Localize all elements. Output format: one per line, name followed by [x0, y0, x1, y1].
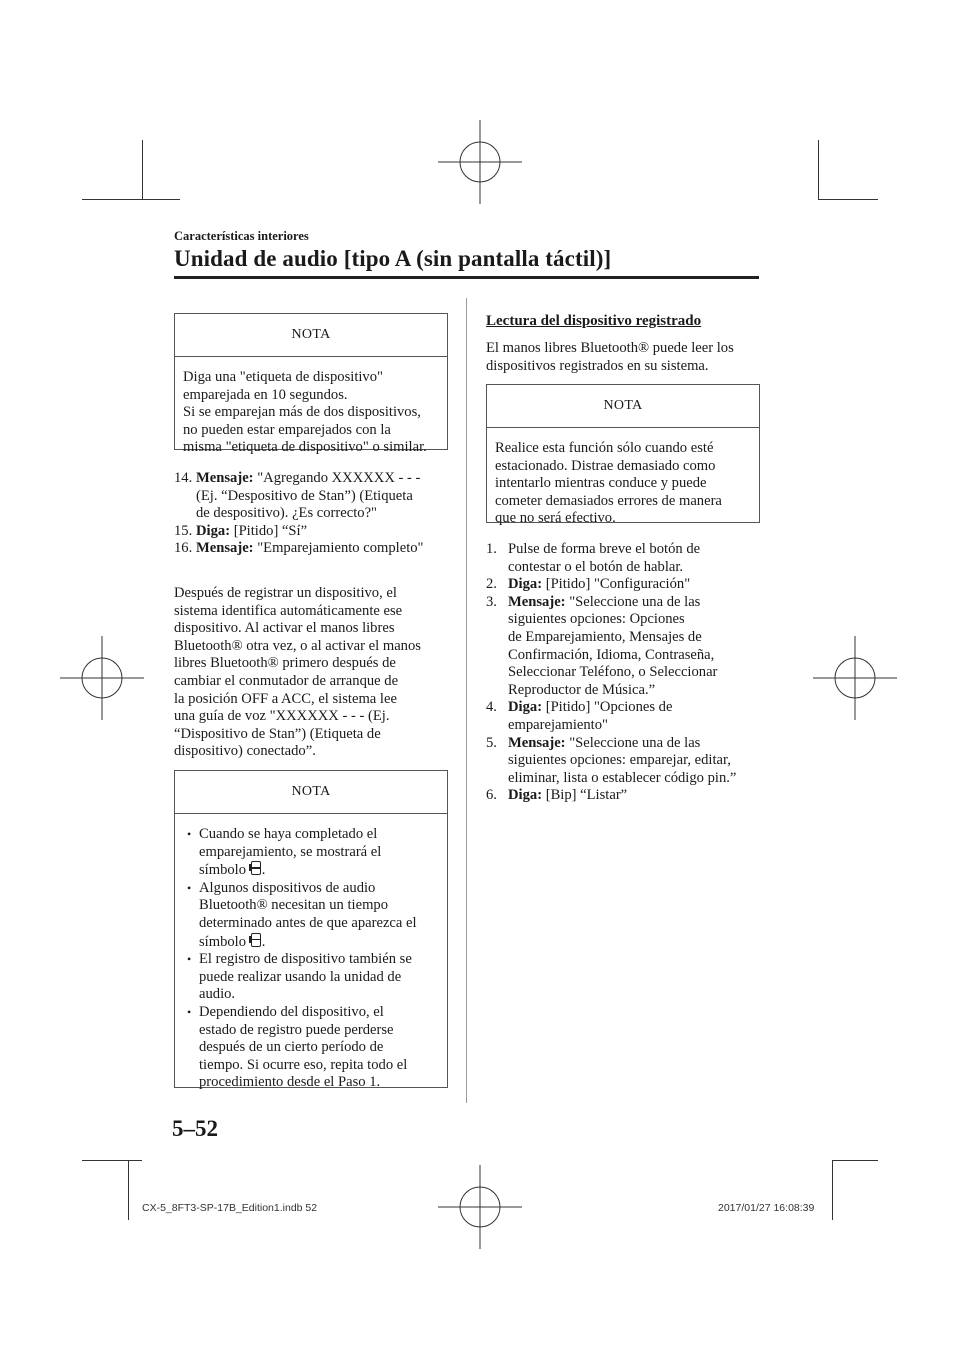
print-timestamp: 2017/01/27 16:08:39 — [718, 1202, 815, 1214]
text-line: audio. — [199, 986, 236, 1003]
crop-mark — [818, 140, 819, 200]
title-rule — [174, 276, 759, 279]
bluetooth-symbol-icon — [251, 861, 261, 875]
step-item — [486, 594, 761, 700]
crop-mark — [818, 199, 878, 200]
text-line: sistema identifica automáticamente ese — [174, 602, 403, 619]
text-line: dispositivos registrados en su sistema. — [486, 357, 709, 374]
intro-paragraph — [486, 340, 761, 375]
registration-mark-icon — [438, 1165, 522, 1249]
text-line: Bluetooth® otra vez, o al activar el manos — [174, 637, 421, 654]
text-line: procedimiento desde el Paso 1. — [199, 1074, 381, 1091]
text-line: "Agregando XXXXXX - - - — [253, 470, 421, 486]
step-label: Mensaje: — [196, 540, 254, 557]
text-line: de despositivo). ¿Es correcto?" — [196, 505, 378, 522]
step-number: 6. — [486, 787, 497, 804]
crop-mark — [128, 1160, 129, 1220]
nota-heading: NOTA — [175, 314, 447, 357]
step-item — [486, 787, 761, 805]
text-line: una guía de voz "XXXXXX - - - (Ej. — [174, 708, 390, 725]
text-line: eliminar, lista o establecer código pin.” — [508, 769, 737, 786]
text-line: después de un cierto período de — [199, 1039, 384, 1056]
step-label: Mensaje: — [508, 593, 566, 610]
step-label: Diga: — [196, 522, 231, 539]
page-number: 5–52 — [172, 1116, 218, 1141]
text-line: Bluetooth® necesitan un tiempo — [199, 897, 389, 914]
text-line: Realice esta función sólo cuando esté — [495, 440, 714, 456]
step-label: Mensaje: — [508, 734, 566, 751]
step-label: Diga: — [508, 787, 543, 804]
nota-body — [175, 357, 447, 465]
text-line: . — [261, 862, 266, 879]
nota-heading: NOTA — [487, 385, 759, 428]
text-line: siguientes opciones: emparejar, editar, — [508, 752, 731, 769]
text-line: [Pitido] “Sí” — [230, 522, 308, 539]
step-number: 15. — [174, 522, 193, 539]
nota-body — [175, 814, 447, 1100]
step-item — [486, 735, 761, 788]
bullet-item — [175, 826, 439, 880]
nota-body — [487, 428, 759, 536]
text-line: emparejamiento, se mostrará el — [199, 843, 382, 860]
text-line: . — [261, 933, 266, 950]
bullet-item — [175, 951, 439, 1004]
step-number: 16. — [174, 540, 193, 557]
text-line: El manos libres Bluetooth® puede leer los — [486, 340, 734, 356]
page-title: Unidad de audio [tipo A (sin pantalla táctil)] — [174, 246, 612, 271]
bullet-icon: • — [187, 827, 192, 841]
bullet-icon: • — [187, 952, 192, 967]
step-item — [174, 540, 464, 558]
crop-mark — [832, 1160, 833, 1220]
text-line: libres Bluetooth® primero después de — [174, 655, 396, 672]
text-line: tiempo. Si ocurre eso, repita todo el — [199, 1056, 408, 1073]
text-line: determinado antes de que aparezca el — [199, 914, 417, 931]
step-item — [486, 541, 761, 576]
text-line: [Pitido] "Opciones de — [542, 699, 673, 716]
file-name: CX-5_8FT3-SP-17B_Edition1.indb 52 — [142, 1202, 318, 1214]
registration-mark-icon — [813, 636, 897, 720]
bluetooth-symbol-icon — [251, 933, 261, 947]
text-line: Algunos dispositivos de audio — [199, 879, 376, 896]
text-line: cambiar el conmutador de arranque de — [174, 672, 399, 689]
text-line: (Ej. “Despositivo de Stan”) (Etiqueta — [196, 487, 413, 504]
text-line: emparejamiento" — [508, 716, 608, 733]
text-line: Si se emparejan más de dos dispositivos, — [183, 404, 421, 421]
section-label: Características interiores — [174, 229, 309, 243]
nota-box — [174, 313, 448, 456]
bullet-icon: • — [187, 880, 192, 895]
column-divider — [466, 298, 467, 1103]
step-item — [174, 470, 464, 523]
text-line: dispositivo) conectado”. — [174, 743, 316, 760]
text-line: siguientes opciones: Opciones — [508, 611, 685, 628]
text-line: misma "etiqueta de dispositivo" o similar. — [183, 439, 427, 456]
step-number: 1. — [486, 541, 497, 557]
crop-mark — [82, 1160, 142, 1161]
text-line: Seleccionar Teléfono, o Seleccionar — [508, 664, 718, 681]
text-line: cometer demasiados errores de manera — [495, 492, 722, 509]
crop-mark — [142, 140, 143, 200]
text-line: "Emparejamiento completo" — [253, 540, 424, 557]
step-item — [486, 576, 761, 594]
step-item — [486, 699, 761, 734]
step-number: 5. — [486, 734, 497, 751]
step-number: 4. — [486, 699, 497, 716]
text-line: puede realizar usando la unidad de — [199, 968, 402, 985]
text-line: Diga una "etiqueta de dispositivo" — [183, 369, 383, 385]
registration-mark-icon — [60, 636, 144, 720]
step-number: 14. — [174, 470, 193, 486]
nota-box — [486, 384, 760, 527]
text-line: símbolo — [199, 933, 247, 950]
text-line: Confirmación, Idioma, Contraseña, — [508, 646, 715, 663]
text-line: dispositivo. Al activar el manos libres — [174, 620, 395, 637]
text-line: estacionado. Distrae demasiado como — [495, 457, 716, 474]
step-label: Mensaje: — [196, 470, 254, 486]
text-line: "Seleccione una de las — [565, 593, 701, 610]
step-label: Diga: — [508, 576, 543, 593]
step-number: 3. — [486, 593, 497, 610]
step-item — [174, 523, 464, 541]
bullet-item — [175, 880, 439, 951]
text-line: “Dispositivo de Stan”) (Etiqueta de — [174, 725, 381, 742]
registration-mark-icon — [438, 120, 522, 204]
text-line: Cuando se haya completado el — [199, 826, 378, 842]
text-line: Después de registrar un dispositivo, el — [174, 585, 397, 601]
text-line: que no será efectivo. — [495, 510, 616, 527]
text-line: Dependiendo del dispositivo, el — [199, 1003, 384, 1020]
text-line: [Pitido] "Configuración" — [542, 576, 691, 593]
steps-list — [174, 470, 464, 558]
text-line: símbolo — [199, 862, 247, 879]
body-paragraph — [174, 585, 464, 761]
text-line: El registro de dispositivo también se — [199, 951, 412, 968]
text-line: la posición OFF a ACC, el sistema lee — [174, 690, 397, 707]
text-line: [Bip] “Listar” — [542, 787, 628, 804]
section-heading: Lectura del dispositivo registrado — [486, 313, 702, 329]
text-line: no pueden estar emparejados con la — [183, 421, 391, 438]
crop-mark — [82, 199, 180, 200]
bullet-icon: • — [187, 1004, 192, 1019]
text-line: emparejada en 10 segundos. — [183, 386, 348, 403]
text-line: Reproductor de Música.” — [508, 681, 656, 698]
text-line: contestar o el botón de hablar. — [508, 558, 684, 575]
text-line: Pulse de forma breve el botón de — [508, 541, 701, 557]
text-line: "Seleccione una de las — [565, 734, 701, 751]
bullet-item — [175, 1004, 439, 1092]
text-line: intentarlo mientras conduce y puede — [495, 475, 707, 492]
step-label: Diga: — [508, 699, 543, 716]
steps-list — [486, 541, 761, 805]
crop-mark — [832, 1160, 878, 1161]
nota-box — [174, 770, 448, 1091]
step-number: 2. — [486, 576, 497, 593]
text-line: de Emparejamiento, Mensajes de — [508, 628, 702, 645]
nota-heading: NOTA — [175, 771, 447, 814]
text-line: estado de registro puede perderse — [199, 1021, 394, 1038]
